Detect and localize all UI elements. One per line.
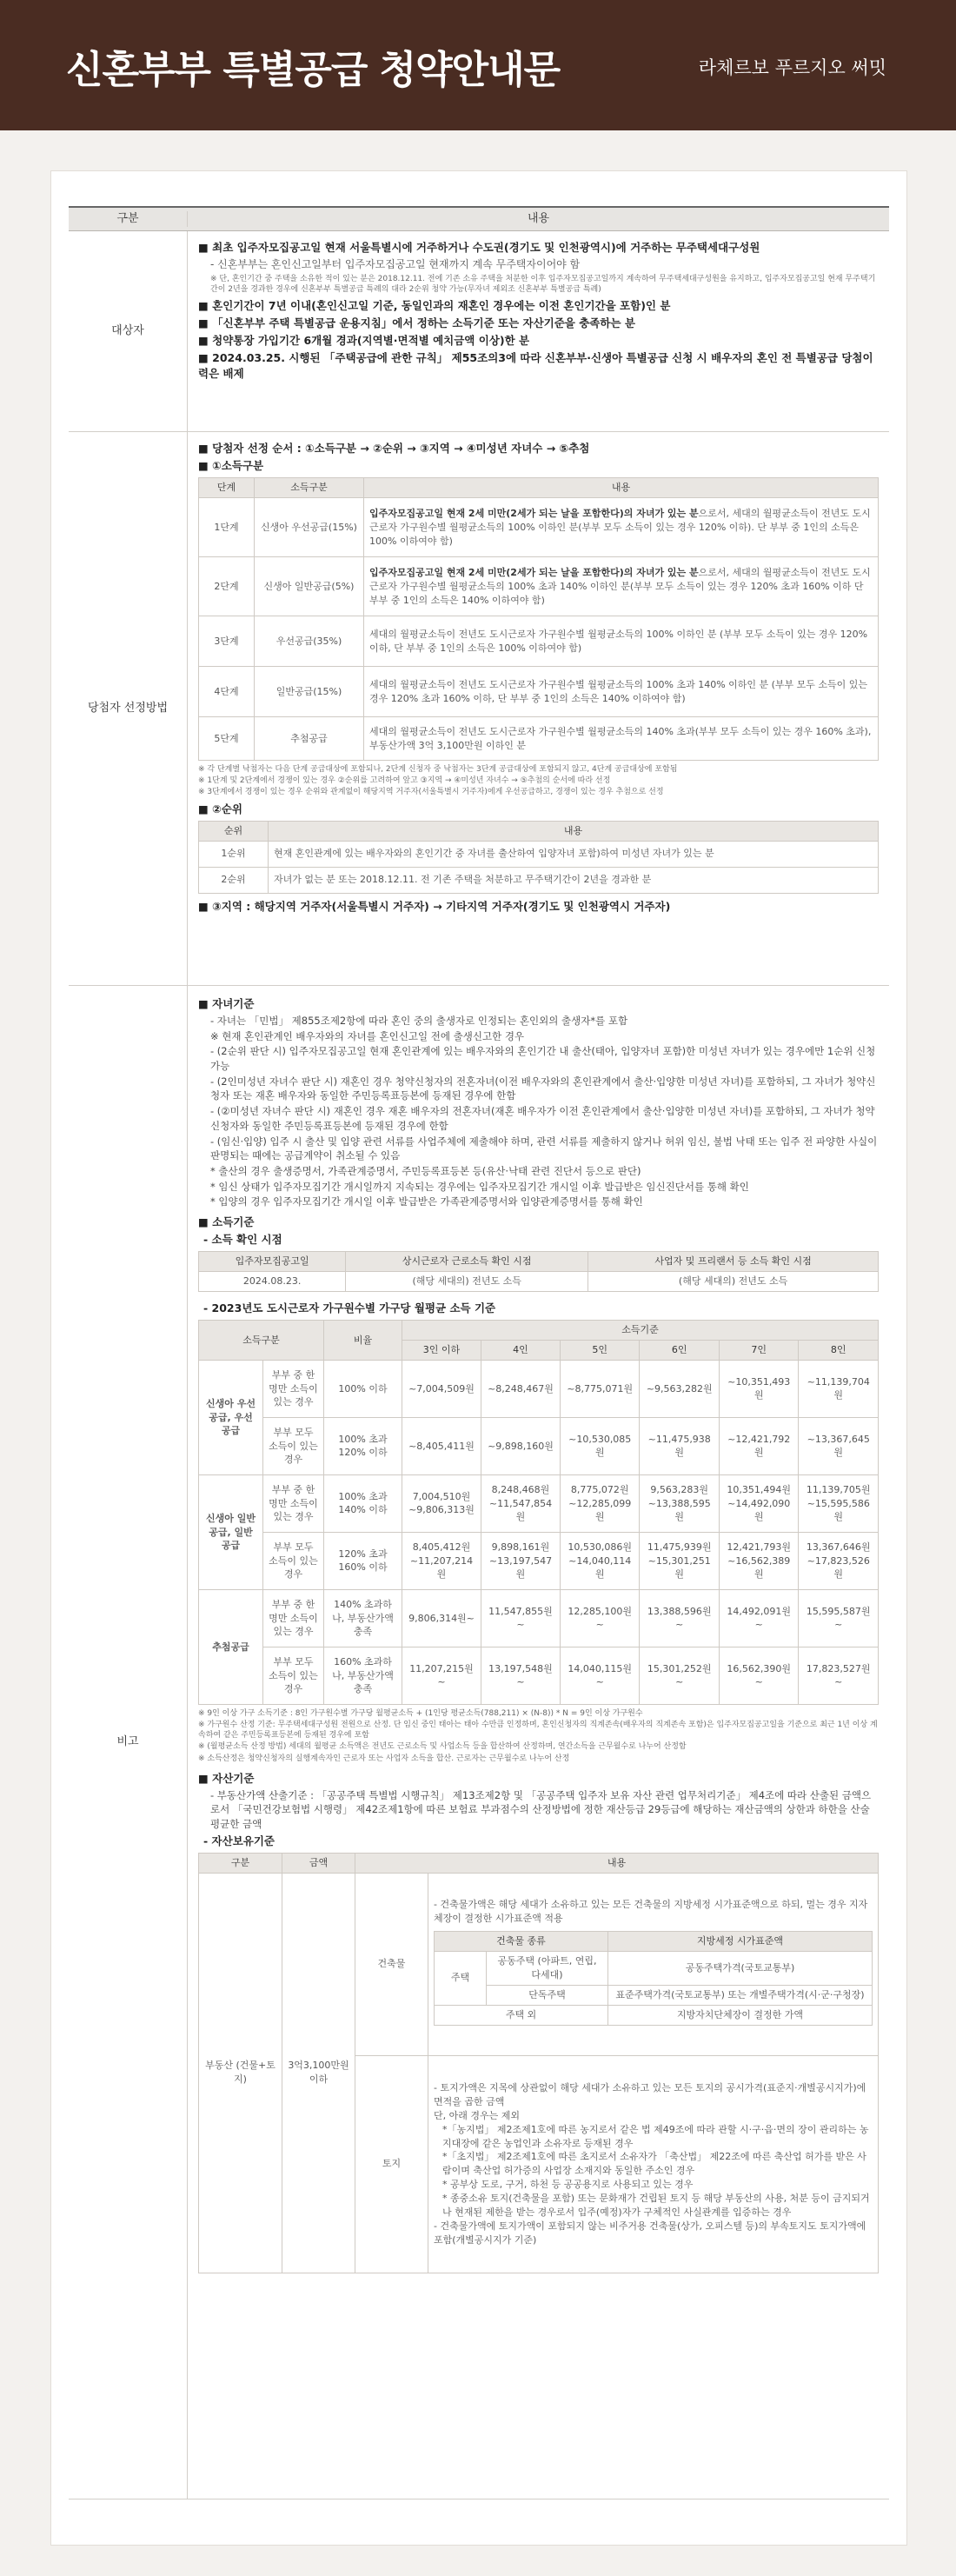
it-group: 신생아 일반공급, 일반공급	[199, 1474, 263, 1589]
region-line: ■ ③지역 : 해당지역 거주자(서울특별시 거주자) → 기타지역 거주자(경기도 및 인천광역시 거주자)	[198, 899, 671, 913]
it-value: ~9,563,282원	[640, 1360, 720, 1417]
stage-category: 우선공급(35%)	[255, 616, 364, 667]
it-value: ~8,775,071원	[560, 1360, 640, 1417]
child-line: - (2인미성년 자녀수 판단 시) 재혼인 경우 청약신청자의 전혼자녀(이전 배우자와의 혼인관계에서 출산·입양한 미성년 자녀)를 포함하되, 그 자녀가 청약신청자 또는 재혼 배우자와 동일한 주민등록표등본에 등재된 경우에 한함	[210, 1075, 876, 1102]
stage-category: 신생아 우선공급(15%)	[255, 498, 364, 557]
it-rate: 100% 초과 120% 이하	[324, 1417, 402, 1474]
stage-row	[199, 616, 879, 667]
it-cond: 부부 모두 소득이 있는 경우	[263, 1417, 324, 1474]
it-rate: 120% 초과 160% 이하	[324, 1532, 402, 1589]
it-rate: 160% 초과하나, 부동산가액 충족	[324, 1647, 402, 1704]
stage-step: 2단계	[199, 557, 255, 616]
rank-label: 2순위	[199, 867, 269, 893]
it-cond: 부부 중 한 명만 소득이 있는 경우	[263, 1474, 324, 1532]
income-standard-table	[198, 1320, 879, 1705]
bt-kind: 공동주택 (아파트, 연립, 다세대)	[487, 1951, 608, 1985]
stage-row	[199, 717, 879, 761]
income-check-table	[198, 1251, 879, 1292]
it-value: 11,475,939원 ~15,301,251원	[640, 1532, 720, 1589]
check-header: 상시근로자 근로소득 확인 시점	[346, 1252, 588, 1272]
document-sheet	[50, 170, 907, 2546]
check-header: 입주자모집공고일	[199, 1252, 346, 1272]
it-value: 7,004,510원 ~9,806,313원	[402, 1474, 481, 1532]
land-line: 단, 아래 경우는 제외	[434, 2109, 520, 2121]
land-line: - 건축물가액에 토지가액이 포함되지 않는 비주거용 건축물(상가, 오피스텔 등)의 부속토지도 토지가액에 포함(개별공시지가 기준)	[434, 2220, 866, 2247]
selection-label: 당첨자 선정방법	[69, 432, 188, 985]
stage-category: 추첨공급	[255, 717, 364, 761]
it-value: ~11,139,704원	[799, 1360, 879, 1417]
eligibility-row	[69, 231, 889, 432]
rank-label: 1순위	[199, 841, 269, 867]
selection-order: ■ 당첨자 선정 순서 : ①소득구분 → ②순위 → ③지역 → ④미성년 자녀수 → ⑤추첨	[198, 442, 590, 455]
stage-note: ※ 1단계 및 2단계에서 경쟁이 있는 경우 ②순위를 고려하여 앞고 ③지역 → ④미성년 자녀수 → ⑤추첨의 순서에 따라 선정	[198, 776, 611, 786]
it-value: ~10,530,085원	[560, 1417, 640, 1474]
it-note: ※ 가구원수 산정 기준: 무주택세대구성원 전원으로 산정. 단 임신 중인 태아는 태아 수만큼 인정하며, 혼인신청자의 직계존속(배우자의 직계존속 포함)은 입주자모집공고일을 기준으로 최근 1년 이상 계속하여 같은 주민등록표등본에 등재된 경우에 포함	[198, 1721, 878, 1741]
building-text: - 건축물가액은 해당 세대가 소유하고 있는 모든 건축물의 지방세정 시가표준액으로 하되, 멀는 경우 지자체장이 결정한 시가표준액 적용	[434, 1899, 868, 1925]
eligibility-note: ※ 단, 혼인기간 중 주택을 소유한 적이 있는 분은 2018.12.11. 전에 기존 소유 주택을 처분한 이후 입주자모집공고일까지 계속하여 무주택세대구성원을 유지하고, 입주자모집공고일 현재 무주택기간이 2년을 경과한 경우에 신혼부부 특별공급 특례의 대라 2순위 청약 가능(무자녀 제외조 신혼부부 특별공급 특례)	[210, 274, 876, 294]
asset-land: 토지	[355, 2055, 428, 2273]
stage-row	[199, 557, 879, 616]
it-value: ~11,475,938원	[640, 1417, 720, 1474]
stage-step: 1단계	[199, 498, 255, 557]
child-line: - 자녀는 「민법」 제855조제2항에 따라 혼인 중의 출생자로 인정되는 혼인외의 출생자*를 포함	[210, 1015, 628, 1028]
stage-row	[199, 498, 879, 557]
check-header: 사업자 및 프리랜서 등 소득 확인 시점	[588, 1252, 879, 1272]
asset-amount: 3억3,100만원 이하	[282, 1873, 355, 2273]
it-rate: 100% 이하	[324, 1360, 402, 1417]
it-value: 8,248,468원 ~11,547,854원	[481, 1474, 560, 1532]
income-title: ■ 소득기준	[198, 1215, 255, 1228]
it-header-income: 소득기준	[402, 1321, 879, 1341]
it-row	[199, 1360, 879, 1417]
it-row	[199, 1532, 879, 1589]
stage-note: ※ 각 단계별 낙첨자는 다음 단계 공급대상에 포함되나, 2단계 신청자 중 낙첨자는 3단계 공급대상에 포함되지 않고, 4단계 공급대상에 포함됨	[198, 765, 678, 775]
page-title: 신혼부부 특별공급 청약안내문	[66, 48, 561, 92]
asset-table	[198, 1853, 879, 2273]
brand-name: 라체르보 푸르지오 써밋	[698, 57, 886, 78]
bt-header: 건축물 종류	[435, 1931, 608, 1951]
it-cond: 부부 중 한 명만 소득이 있는 경우	[263, 1589, 324, 1647]
stage-category: 일반공급(15%)	[255, 667, 364, 717]
land-line: *「농지법」 제2조제1호에 따른 농지로서 같은 법 제49조에 따라 관할 시·구·읍·면의 장이 관리하는 농지대장에 같은 농업인과 소유자로 등재된 경우	[442, 2123, 869, 2149]
header-content: 내용	[527, 211, 550, 225]
it-group: 추첨공급	[199, 1589, 263, 1704]
income-check-title: - 소득 확인 시점	[203, 1232, 282, 1246]
remarks-label: 비고	[69, 986, 188, 2499]
it-value: 14,040,115원~	[560, 1647, 640, 1704]
it-member: 8인	[799, 1341, 879, 1361]
land-line: *「초지법」 제2조제1호에 따른 초지로서 소유자가 「축산법」 제22조에 따른 축산업 허가를 받은 사람이며 축산업 허가증의 사업장 소재지와 동일한 주소인 경우	[442, 2151, 866, 2177]
it-member: 3인 이하	[402, 1341, 481, 1361]
stage-header: 단계	[199, 478, 255, 498]
eligibility-line: ■ 2024.03.25. 시행된 「주택공급에 관한 규칙」 제55조의3에 따라 신혼부부·신생아 특별공급 신청 시 배우자의 혼인 전 특별공급 당첨이력은 배제	[198, 351, 873, 381]
header-gubun: 구분	[69, 211, 188, 228]
child-line: - (②미성년 자녀수 판단 시) 재혼인 경우 재혼 배우자의 전혼자녀(재혼 배우자가 이전 혼인관계에서 출산·입양한 미성년 자녀)를 포함하되, 그 자녀가 청약신청자와 동일한 주민등록표등본에 등재된 경우에 한함	[210, 1105, 875, 1132]
eligibility-subline: - 신혼부부는 혼인신고일부터 입주자모집공고일 현재까지 계속 무주택자이어야 함	[210, 258, 581, 271]
rank-text: 자녀가 없는 분 또는 2018.12.11. 전 기존 주택을 처분하고 무주택기간이 2년을 경과한 분	[269, 867, 879, 893]
remarks-row	[69, 986, 889, 2499]
it-value: 12,421,793원 ~16,562,389원	[719, 1532, 799, 1589]
child-line: * 입양의 경우 입주자모집기간 개시일 이후 발급받은 가족관계증명서와 입양관계증명서를 통해 확인	[210, 1195, 643, 1208]
it-header-rate: 비율	[324, 1321, 402, 1361]
check-value: 2024.08.23.	[199, 1272, 346, 1292]
eligibility-line: ■ 최초 입주자모집공고일 현재 서울특별시에 거주하거나 수도권(경기도 및 인천광역시)에 거주하는 무주택세대구성원	[198, 241, 760, 254]
check-value: (해당 세대의) 전년도 소득	[588, 1272, 879, 1292]
it-value: 16,562,390원~	[719, 1647, 799, 1704]
it-value: 17,823,527원~	[799, 1647, 879, 1704]
it-cond: 부부 중 한 명만 소득이 있는 경우	[263, 1360, 324, 1417]
rank-row	[199, 841, 879, 867]
it-member: 4인	[481, 1341, 560, 1361]
it-value: 13,367,646원 ~17,823,526원	[799, 1532, 879, 1589]
child-line: ※ 현재 혼인관계인 배우자와의 자녀를 혼인신고일 전에 출생신고한 경우	[210, 1029, 525, 1042]
stage-step: 4단계	[199, 667, 255, 717]
child-title: ■ 자녀기준	[198, 997, 255, 1010]
it-row	[199, 1417, 879, 1474]
rank-header: 순위	[199, 821, 269, 841]
stage-text: 으로서, 세대의 월평균소득이 전년도 도시근로자 가구원수별 월평균소득의 100% 이하인 분(부부 모두 소득이 있는 경우 120% 이하). 단 부부 중 1인의 소득은 100% 이하여야 함)	[369, 507, 871, 547]
it-value: 10,530,086원 ~14,040,114원	[560, 1532, 640, 1589]
it-value: ~8,405,411원	[402, 1417, 481, 1474]
it-note: ※ 소득산정은 청약신청자의 실행계속자인 근로자 또는 사업자 소득을 합산. 근로자는 근무월수로 나누어 산정	[198, 1754, 570, 1763]
asset-header: 금액	[282, 1853, 355, 1873]
table-header	[69, 206, 889, 231]
it-group: 신생아 우선공급, 우선공급	[199, 1360, 263, 1474]
child-line: * 출산의 경우 출생증명서, 가족관계증명서, 주민등록표등본 등(유산·낙태 관련 진단서 등으로 판단)	[210, 1164, 641, 1177]
eligibility-line: ■ 청약통장 가입기간 6개월 경과(지역별·면적별 예치금액 이상)한 분	[198, 334, 530, 348]
it-note: ※ (월평균소득 산정 방법) 세대의 월평균 소득액은 전년도 근로소득 및 사업소득 등을 합산하여 산정하며, 연간소득을 근무월수로 나누어 산정함	[198, 1742, 687, 1752]
asset-header: 내용	[355, 1853, 879, 1873]
stage-header: 내용	[364, 478, 879, 498]
bt-standard: 지방자치단체장이 결정한 가액	[608, 2005, 873, 2025]
stage-table	[198, 477, 879, 761]
it-value: 8,405,412원 ~11,207,214원	[402, 1532, 481, 1589]
income-table-title: - 2023년도 도시근로자 가구원수별 가구당 월평균 소득 기준	[203, 1301, 496, 1315]
asset-header: 구분	[199, 1853, 282, 1873]
rank-row	[199, 867, 879, 893]
it-rate: 140% 초과하나, 부동산가액 충족	[324, 1589, 402, 1647]
child-line: * 임신 상태가 입주자모집기간 개시일까지 지속되는 경우에는 입주자모집기간 개시일 이후 발급받은 임신진단서를 통해 확인	[210, 1180, 749, 1193]
it-value: 15,301,252원~	[640, 1647, 720, 1704]
it-value: ~10,351,493원	[719, 1360, 799, 1417]
it-value: 15,595,587원~	[799, 1589, 879, 1647]
it-value: 9,563,283원 ~13,388,595원	[640, 1474, 720, 1532]
it-row	[199, 1647, 879, 1704]
stage-step: 3단계	[199, 616, 255, 667]
asset-building: 건축물	[355, 1873, 428, 2055]
stage-text: 세대의 월평균소득이 전년도 도시근로자 가구원수별 월평균소득의 140% 초과(부부 모두 소득이 있는 경우 160% 초과), 부동산가액 3억 3,100만원 이하인 분	[364, 717, 879, 761]
bt-kind: 단독주택	[487, 1985, 608, 2005]
asset-sub-title: - 자산보유기준	[203, 1834, 275, 1847]
stage-category: 신생아 일반공급(5%)	[255, 557, 364, 616]
rank-title: ■ ②순위	[198, 802, 242, 815]
bt-type: 주택 외	[435, 2005, 608, 2025]
it-value: 11,139,705원 ~15,595,586원	[799, 1474, 879, 1532]
it-value: 13,197,548원~	[481, 1647, 560, 1704]
stage-bold: 입주자모집공고일 현재 2세 미만(2세가 되는 날을 포함한다)의 자녀가 있는 분	[369, 566, 699, 578]
stage-step: 5단계	[199, 717, 255, 761]
it-row	[199, 1474, 879, 1532]
stage-bold: 입주자모집공고일 현재 2세 미만(2세가 되는 날을 포함한다)의 자녀가 있는 분	[369, 507, 699, 519]
it-value: 13,388,596원~	[640, 1589, 720, 1647]
notice-table	[69, 206, 889, 2499]
stage-text: 으로서, 세대의 월평균소득이 전년도 도시근로자 가구원수별 월평균소득의 100% 초과 140% 이하인 분(부부 모두 소득이 있는 경우 120% 초과 160% 이하 단 부부 중 1인의 소득은 140% 이하여야 함)	[369, 566, 871, 606]
eligibility-label: 대상자	[69, 231, 188, 431]
land-line: * 종중소유 토지(건축물을 포함) 또는 문화재가 건립된 토지 등 해당 부동산의 사용, 처분 등이 금지되거나 현재된 제한을 받는 경우로서 입주(예정)자가 구체적인 사실관계를 입증하는 경우	[442, 2193, 870, 2219]
it-value: ~8,248,467원	[481, 1360, 560, 1417]
income-category-title: ■ ①소득구분	[198, 459, 264, 473]
it-value: 8,775,072원 ~12,285,099원	[560, 1474, 640, 1532]
it-member: 7인	[719, 1341, 799, 1361]
rank-text: 현재 혼인관계에 있는 배우자와의 혼인기간 중 자녀를 출산하여 입양자녀 포함)하여 미성년 자녀가 있는 분	[269, 841, 879, 867]
rank-header: 내용	[269, 821, 879, 841]
child-line: - (임신·입양) 입주 시 출산 및 입양 관련 서류를 사업주체에 제출해야 하며, 관련 서류를 제출하지 않거나 허위 임신, 불법 낙태 또는 입주 전 파양한 사실이 판명되는 때에는 공급계약이 취소될 수 있음	[210, 1135, 878, 1162]
it-cond: 부부 모두 소득이 있는 경우	[263, 1532, 324, 1589]
asset-category: 부동산 (건물+토지)	[199, 1873, 282, 2273]
land-line: * 공부상 도로, 구거, 하천 등 공공용지로 사용되고 있는 경우	[442, 2179, 694, 2191]
eligibility-line: ■ 「신혼부부 주택 특별공급 운용지침」에서 정하는 소득기준 또는 자산기준을 충족하는 분	[198, 316, 635, 329]
it-value: 11,547,855원~	[481, 1589, 560, 1647]
it-value: ~12,421,792원	[719, 1417, 799, 1474]
it-cond: 부부 모두 소득이 있는 경우	[263, 1647, 324, 1704]
bt-standard: 공동주택가격(국토교통부)	[608, 1951, 873, 1985]
stage-note: ※ 3단계에서 경쟁이 있는 경우 순위와 관계없이 해당지역 거주자(서울특별시 거주자)에게 우선공급하고, 경쟁이 있는 경우 추첨으로 선정	[198, 788, 664, 797]
it-value: 9,806,314원~	[402, 1589, 481, 1647]
it-member: 5인	[560, 1341, 640, 1361]
it-value: 12,285,100원~	[560, 1589, 640, 1647]
it-value: 10,351,494원 ~14,492,090원	[719, 1474, 799, 1532]
bt-type: 주택	[435, 1951, 487, 2005]
selection-row	[69, 432, 889, 986]
it-value: ~9,898,160원	[481, 1417, 560, 1474]
land-line: - 토지가액은 지목에 상관없이 해당 세대가 소유하고 있는 모든 토지의 공시가격(표준지·개별공시지가)에 면적을 곱한 금액	[434, 2081, 866, 2107]
asset-title: ■ 자산기준	[198, 1771, 255, 1785]
eligibility-line: ■ 혼인기간이 7년 이내(혼인신고일 기준, 동일인과의 재혼인 경우에는 이전 혼인기간을 포함)인 분	[198, 298, 671, 312]
it-member: 6인	[640, 1341, 720, 1361]
it-rate: 100% 초과 140% 이하	[324, 1474, 402, 1532]
bt-header: 지방세정 시가표준액	[608, 1931, 873, 1951]
it-row	[199, 1589, 879, 1647]
it-header-category: 소득구분	[199, 1321, 324, 1361]
check-value: (해당 세대의) 전년도 소득	[346, 1272, 588, 1292]
stage-text: 세대의 월평균소득이 전년도 도시근로자 가구원수별 월평균소득의 100% 초과 140% 이하인 분 (부부 모두 소득이 있는 경우 120% 초과 160% 이하, 단 부부 중 1인의 소득은 140% 이하여야 함)	[364, 667, 879, 717]
it-value: ~13,367,645원	[799, 1417, 879, 1474]
asset-line: - 부동산가액 산출기준 : 「공공주택 특별법 시행규칙」 제13조제2항 및 「공공주택 입주자 보유 자산 관련 업무처리기준」 제4조에 따라 산출된 금액으로서 「국민건강보험법 시행령」 제42조제1항에 따른 보험료 부과점수의 산정방법에 정한 재산등급 29등급에 해당하는 재산금액의 상한과 하한을 산술평균한 금액	[210, 1788, 872, 1831]
it-value: ~7,004,509원	[402, 1360, 481, 1417]
stage-text: 세대의 월평균소득이 전년도 도시근로자 가구원수별 월평균소득의 100% 이하인 분 (부부 모두 소득이 있는 경우 120% 이하, 단 부부 중 1인의 소득은 100% 이하여야 함)	[364, 616, 879, 667]
it-value: 9,898,161원 ~13,197,547원	[481, 1532, 560, 1589]
stage-row	[199, 667, 879, 717]
bt-standard: 표준주택가격(국토교통부) 또는 개별주택가격(시·군·구청장)	[608, 1985, 873, 2005]
it-value: 14,492,091원~	[719, 1589, 799, 1647]
building-table	[434, 1931, 873, 2026]
child-line: - (2순위 판단 시) 입주자모집공고일 현재 혼인관계에 있는 배우자와의 혼인기간 내 출산(태아, 입양자녀 포함)한 미성년 자녀가 있는 경우에만 1순위 신청가능	[210, 1045, 876, 1073]
rank-table	[198, 821, 879, 894]
it-note: ※ 9인 이상 가구 소득기준 : 8인 가구원수별 가구당 월평균소득 + (1인당 평균소득(788,211) × (N-8)) * N = 9인 이상 가구원수	[198, 1708, 643, 1718]
stage-header: 소득구분	[255, 478, 364, 498]
page-header	[0, 0, 956, 130]
it-value: 11,207,215원~	[402, 1647, 481, 1704]
